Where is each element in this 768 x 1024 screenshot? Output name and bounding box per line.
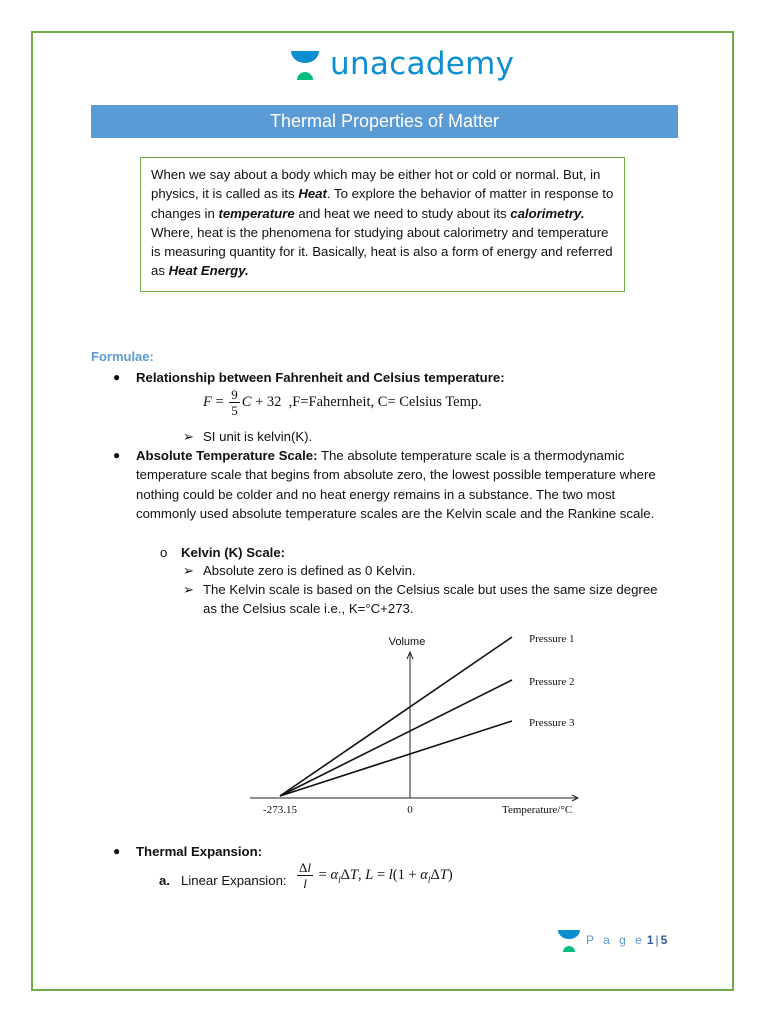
x-tick-label: -273.15 bbox=[263, 804, 297, 816]
series-label: Pressure 3 bbox=[529, 717, 575, 729]
y-axis-label: Volume bbox=[388, 636, 426, 648]
intro-temperature: temperature bbox=[218, 205, 295, 221]
series-label: Pressure 1 bbox=[529, 633, 575, 645]
fc-note: ,F=Fahernheit, C= Celsius Temp. bbox=[288, 393, 482, 410]
kelvin-point-2b: as the Celsius scale i.e., K=°C+273. bbox=[203, 601, 414, 616]
intro-text: When we say about a body which may be either hot or cold or normal. But, in physics, it is called as its bbox=[151, 167, 601, 202]
page-word: P a g e bbox=[586, 933, 645, 947]
intro-calorimetry: calorimetry. bbox=[510, 205, 585, 221]
page-total: 5 bbox=[660, 933, 668, 947]
page-title: Thermal Properties of Matter bbox=[91, 105, 678, 138]
x-axis-label: Temperature/°C bbox=[502, 804, 573, 816]
bullet-icon: ● bbox=[113, 370, 121, 384]
intro-text: Where, heat is the phenomena for studying about calorimetry and temperature is measuring quantity for it. Basically, heat is also a form of energy and referred as bbox=[151, 224, 613, 279]
page-footer bbox=[556, 927, 667, 953]
arrow-bullet-icon: ➢ bbox=[183, 582, 195, 597]
absolute-scale-text: The absolute temperature scale is a thermodynamic temperature scale that begins from absolute zero, the lowest possible temperature where nothing could be colder and no heat energy remains in a substance. The two most commonly used absolute temperature scales are the Kelvin scale and the Rankine scale. bbox=[136, 448, 656, 521]
kelvin-point-2a: The Kelvin scale is based on the Celsius scale but uses the same size degree bbox=[203, 582, 658, 597]
page-number: 1 bbox=[646, 933, 654, 947]
page-separator: | bbox=[655, 933, 659, 947]
intro-text: . To explore the behavior of matter in response to changes in bbox=[151, 186, 614, 221]
si-unit-text: SI unit is kelvin(K). bbox=[203, 429, 313, 444]
circle-bullet-icon: o bbox=[160, 545, 168, 560]
series-line bbox=[280, 637, 512, 796]
fahrenheit-formula: F = $\frac{9}{5}$ C + 32 ,F=Fahernheit, C= Celsius Temp. bbox=[203, 387, 482, 418]
bullet-icon: ● bbox=[113, 844, 121, 858]
arrow-bullet-icon: ➢ bbox=[183, 563, 195, 578]
intro-box bbox=[140, 157, 625, 292]
unacademy-logo-icon bbox=[288, 47, 322, 81]
linear-expansion-label: Linear Expansion: bbox=[181, 873, 287, 888]
list-marker-a: a. bbox=[159, 873, 170, 888]
thermal-expansion-heading: Thermal Expansion: bbox=[136, 844, 263, 859]
volume-temperature-chart bbox=[240, 628, 600, 818]
intro-text: and heat we need to study about its bbox=[294, 205, 511, 221]
series-line bbox=[280, 721, 512, 796]
kelvin-point-1: Absolute zero is defined as 0 Kelvin. bbox=[203, 563, 416, 578]
formulae-heading: Formulae: bbox=[91, 349, 154, 364]
x-tick-label: 0 bbox=[407, 804, 413, 816]
series-line bbox=[280, 680, 512, 796]
absolute-scale-paragraph bbox=[136, 446, 676, 523]
intro-heat-energy: Heat Energy. bbox=[168, 263, 249, 279]
brand-logo bbox=[288, 46, 514, 82]
brand-name: unacademy bbox=[330, 46, 515, 82]
unacademy-logo-icon bbox=[556, 927, 582, 953]
relationship-heading: Relationship between Fahrenheit and Celsius temperature: bbox=[136, 370, 505, 385]
arrow-bullet-icon: ➢ bbox=[183, 429, 195, 444]
bullet-icon: ● bbox=[113, 448, 121, 462]
linear-expansion-formula: $\frac{\Delta l}{l}$ = $\alpha_l\Delta T$, $L = l(1 + \alpha_l\Delta T)$ bbox=[299, 860, 453, 891]
intro-heat: Heat bbox=[298, 186, 327, 202]
absolute-scale-title: Absolute Temperature Scale: bbox=[136, 448, 318, 463]
series-label: Pressure 2 bbox=[529, 676, 575, 688]
kelvin-heading: Kelvin (K) Scale: bbox=[181, 545, 286, 560]
